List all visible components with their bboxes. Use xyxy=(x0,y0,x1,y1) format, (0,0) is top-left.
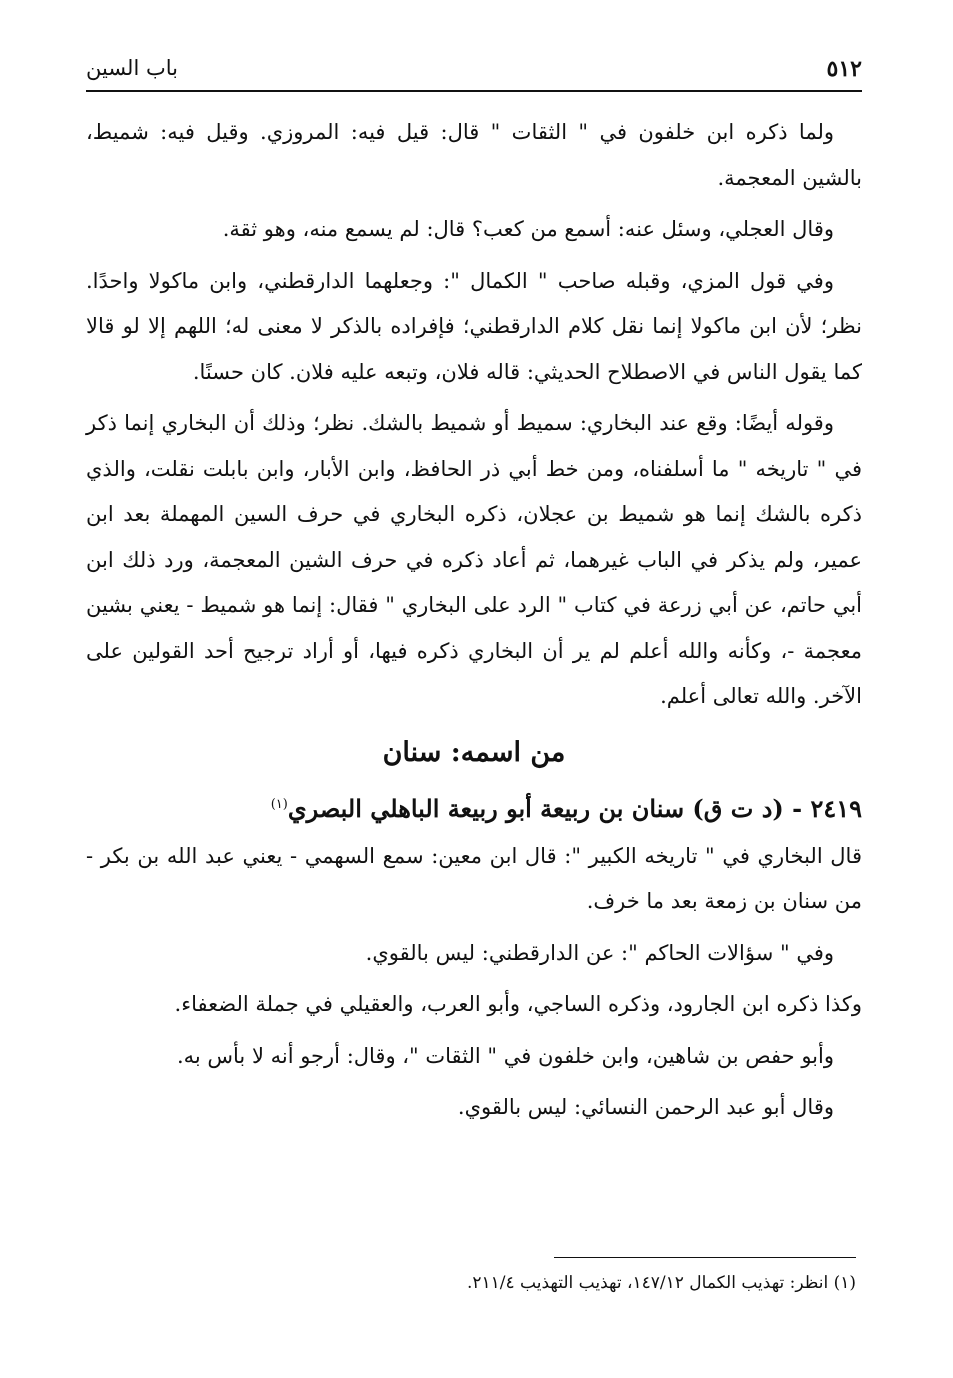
page-number: ٥١٢ xyxy=(826,56,862,82)
footnote-marker: (١) xyxy=(270,796,288,812)
running-header xyxy=(86,52,862,92)
paragraph: وأبو حفص بن شاهين، وابن خلفون في " الثقات "، وقال: أرجو أنه لا بأس به. xyxy=(176,1043,834,1068)
chapter-title: باب السين xyxy=(86,56,178,80)
paragraph: وكذا ذكره ابن الجارود، وذكره الساجي، وأبو العرب، والعقيلي في جملة الضعفاء. xyxy=(174,992,862,1016)
paragraph: قال البخاري في " تاريخه الكبير ": قال ابن معين: سمع السهمي - يعني عبد الله بن بكر - من سنان بن زمعة بعد ما خرف. xyxy=(86,843,862,913)
paragraph: وقوله أيضًا: وقع عند البخاري: سميط أو شميط بالشك. نظر؛ وذلك أن البخاري إنما ذكر في " تاريخه " ما أسلفناه، ومن خط أبي ذر الحافظ، وابن الأبار، وابن بابلت نقلت، والذي ذكره بالشك إنما هو شميط بن عجلان، ذكره البخاري في حرف السين المهملة بعد ابن عمير، ولم يذكر في الباب غيرهما، ثم أعاد ذكره في حرف الشين المعجمة، ورد ذلك ابن أبي حاتم، عن أبي زرعة في كتاب " الرد على البخاري " فقال: إنما هو شميط - يعني بشين معجمة -، وكأنه والله أعلم لم ير أن البخاري ذكره فيها، أو أراد ترجيح أحد القولين على الآخر. والله تعالى أعلم. xyxy=(86,411,863,708)
section-heading: من اسمه: سنان xyxy=(382,736,566,768)
footnote: (١) انظر: تهذيب الكمال ١٤٧/١٢، تهذيب التهذيب ٢١١/٤. xyxy=(466,1273,856,1293)
paragraph: ولما ذكره ابن خلفون في " الثقات " قال: قيل فيه: المروزي. وقيل فيه: شميط، بالشين المعجمة. xyxy=(86,120,862,190)
paragraph: وقال أبو عبد الرحمن النسائي: ليس بالقوي. xyxy=(457,1095,834,1119)
paragraph: وفي " سؤالات الحاكم ": عن الدارقطني: ليس بالقوي. xyxy=(365,940,834,965)
entry-heading-text: ٢٤١٩ - (د ت ق) سنان بن ربيعة أبو ربيعة الباهلي البصري xyxy=(287,793,862,823)
entry-heading xyxy=(86,780,862,834)
paragraph: وقال العجلي، وسئل عنه: أسمع من كعب؟ قال: لم يسمع منه، وهو ثقة. xyxy=(222,217,834,241)
paragraph: وفي قول المزي، وقبله صاحب " الكمال ": وجعلهما الدارقطني، وابن ماكولا واحدًا. نظر؛ لأن ابن ماكولا إنما نقل كلام الدارقطني؛ فإفراده بالذكر لا معنى له؛ اللهم إلا لو قالا كما يقول الناس في الاصطلاح الحديثي: قاله فلان، وتبعه عليه فلان. كان حسنًا. xyxy=(86,268,862,384)
main-text xyxy=(86,110,862,1137)
footnote-divider xyxy=(554,1257,856,1258)
